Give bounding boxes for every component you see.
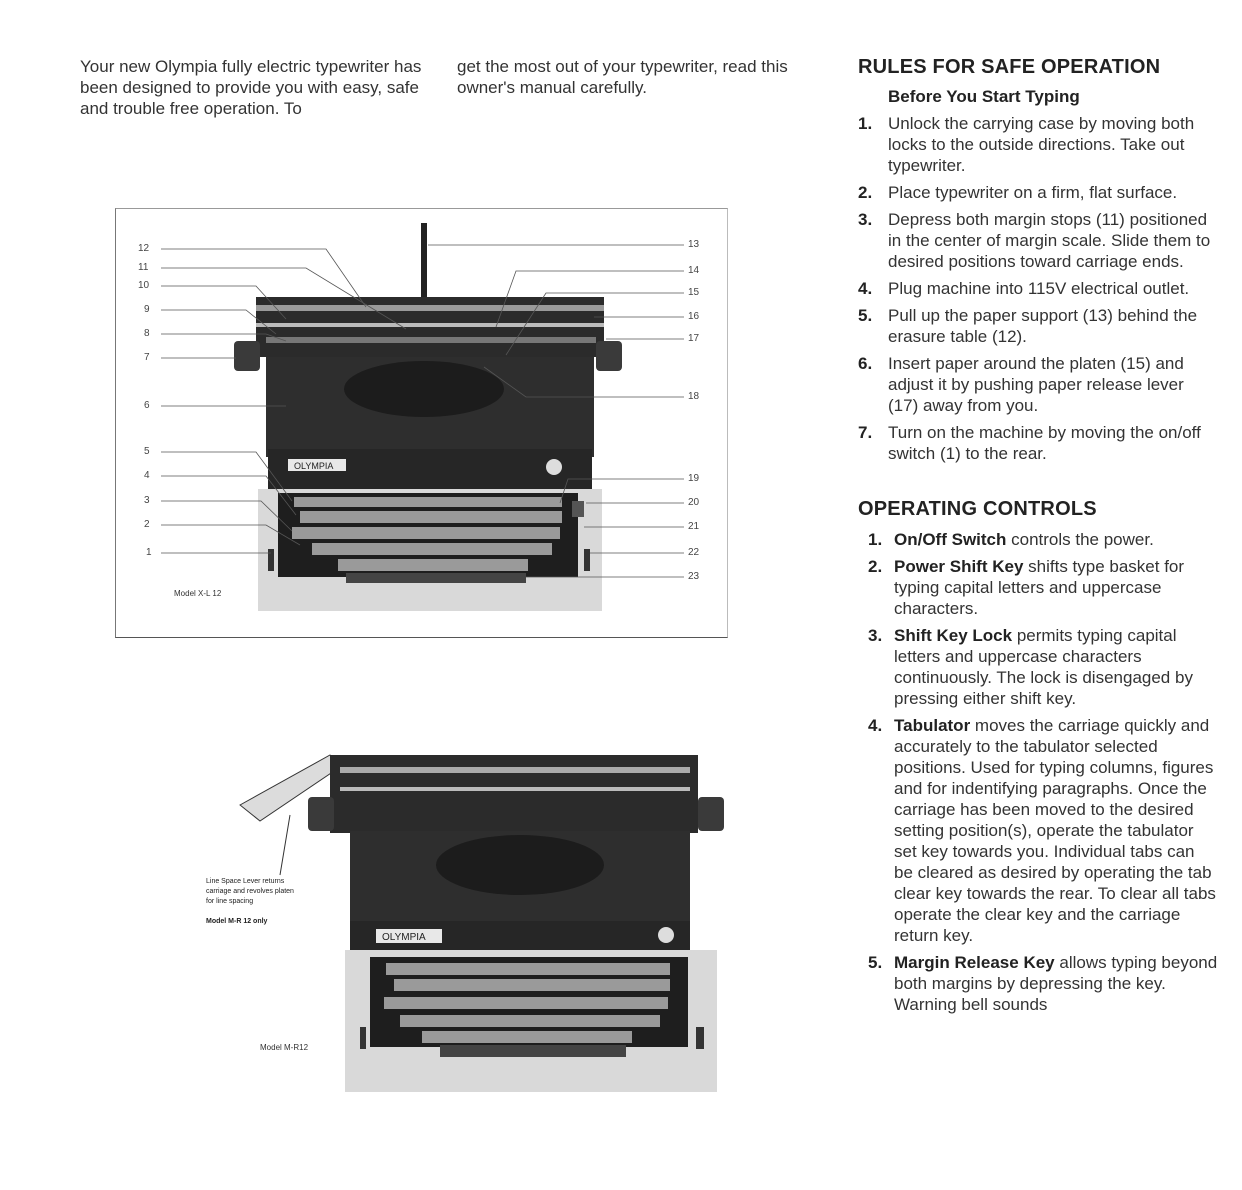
model-label-mr12: Model M-R12 [260,1043,309,1052]
control-item [858,625,1218,709]
rule-item [858,422,1218,464]
callout-17: 17 [688,333,700,344]
callout-9: 9 [144,304,150,315]
callout-8: 8 [144,328,150,339]
callout-13: 13 [688,239,700,250]
control-number: 5. [868,953,883,972]
intro-paragraph-part1: Your new Olympia fully electric typewriter has been designed to provide you with easy, safe and trouble free operation. To [80,57,422,118]
controls-heading: OPERATING CONTROLS [858,498,1097,520]
control-number: 2. [868,557,883,576]
control-item [858,715,1218,946]
control-term: Margin Release Key [894,953,1055,972]
callout-2: 2 [144,519,150,530]
callout-6: 6 [144,400,150,411]
callout-23: 23 [688,571,700,582]
rule-number: 4. [858,279,873,298]
rule-number: 1. [858,114,873,133]
typewriter-photo-mr12 [200,745,730,1105]
callout-14: 14 [688,265,700,276]
control-item [858,529,1218,550]
control-term: Tabulator [894,716,971,735]
control-text: shifts type basket for typing capital letters and uppercase characters. [894,557,1185,618]
rule-item [858,278,1218,299]
control-number: 1. [868,530,883,549]
right-column [858,56,1218,1021]
control-term: On/Off Switch [894,530,1007,549]
rule-number: 7. [858,423,873,442]
callout-21: 21 [688,521,700,532]
rule-text: Turn on the machine by moving the on/off switch (1) to the rear. [888,423,1201,463]
rule-text: Pull up the paper support (13) behind the erasure table (12). [888,306,1198,346]
control-text: controls the power. [1006,530,1154,549]
rule-number: 2. [858,183,873,202]
typewriter-xl12-illustration [116,209,727,637]
callout-19: 19 [688,473,700,484]
callout-7: 7 [144,352,150,363]
controls-list [858,529,1218,1015]
control-term: Shift Key Lock [894,626,1013,645]
rule-number: 3. [858,210,873,229]
callout-16: 16 [688,311,700,322]
control-text: allows typing beyond both margins by depressing the key. Warning bell sounds [894,953,1218,1014]
rule-text: Unlock the carrying case by moving both locks to the outside directions. Take out typewriter. [888,114,1195,175]
line-space-lever-note-line1: Line Space Lever returns [206,878,285,885]
control-term: Power Shift Key [894,557,1024,576]
callout-10: 10 [138,280,150,291]
callout-18: 18 [688,391,700,402]
control-number: 4. [868,716,883,735]
callout-3: 3 [144,495,150,506]
control-text: moves the carriage quickly and accurately to the tabulator selected positions. Used for typing columns, figures and for indentifying paragraphs. Once the carriage has been moved to the desired setting position(s), operate the tabulator set key towards you. Individual tabs can be cleared as desired by operating the tab clear key towards the rear. To clear all tabs operate the clear key and the carriage return key. [894,716,1216,945]
rule-text: Plug machine into 115V electrical outlet. [888,279,1190,298]
control-number: 3. [868,626,883,645]
rule-text: Depress both margin stops (11) positioned in the center of margin scale. Slide them to desired positions toward carriage ends. [888,210,1211,271]
line-space-lever-note-line2: carriage and revolves platen [206,888,294,895]
control-text: permits typing capital letters and uppercase characters continuously. The lock is disengaged by pressing either shift key. [894,626,1193,708]
callout-4: 4 [144,470,150,481]
rule-item [858,353,1218,416]
rules-heading: RULES FOR SAFE OPERATION [858,56,1161,78]
line-space-lever-model-note: Model M-R 12 only [206,918,268,925]
callout-22: 22 [688,547,700,558]
brand-logo-text-2: OLYMPIA [382,932,426,943]
rule-number: 5. [858,306,873,325]
model-label-xl12: Model X-L 12 [174,589,222,598]
rule-item [858,305,1218,347]
callout-5: 5 [144,446,150,457]
callout-11: 11 [138,262,149,273]
line-space-lever-note-line3: for line spacing [206,898,254,905]
rule-text: Place typewriter on a firm, flat surface. [888,183,1178,202]
rule-text: Insert paper around the platen (15) and adjust it by pushing paper release lever (17) away from you. [888,354,1184,415]
rule-number: 6. [858,354,873,373]
callout-20: 20 [688,497,700,508]
control-item [858,556,1218,619]
rule-item [858,209,1218,272]
brand-logo-text: OLYMPIA [294,461,334,471]
callout-12: 12 [138,243,150,254]
control-item [858,952,1218,1015]
callout-1: 1 [146,547,152,558]
rule-item [858,182,1218,203]
callout-15: 15 [688,287,700,298]
rules-list [858,113,1218,464]
rules-subheading: Before You Start Typing [888,87,1080,106]
typewriter-diagram-xl12 [115,208,728,638]
rule-item [858,113,1218,176]
intro-paragraph-part2: get the most out of your typewriter, read this owner's manual carefully. [457,57,788,97]
